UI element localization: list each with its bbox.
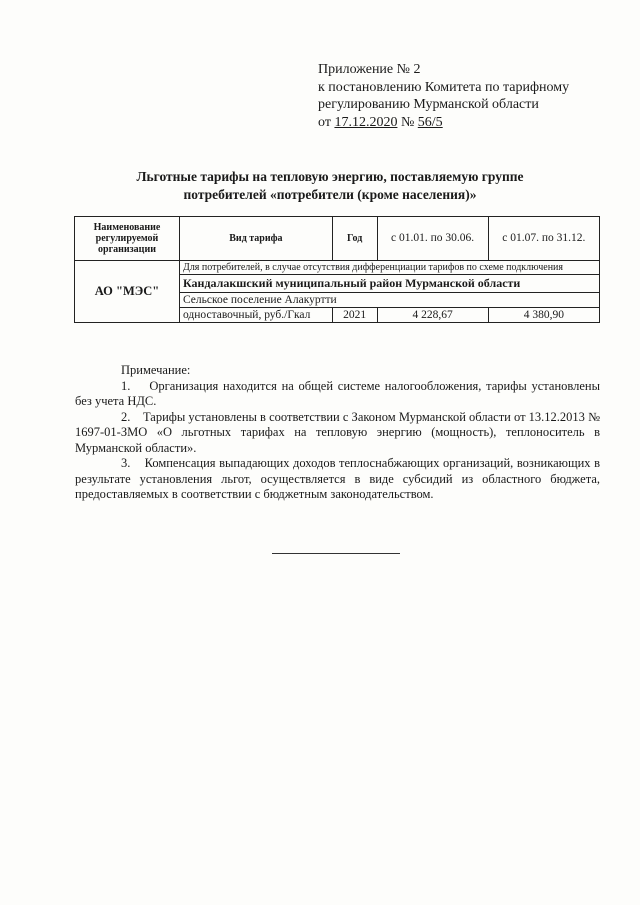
value-period-2-cell: 4 380,90 (488, 308, 599, 323)
settlement-cell: Сельское поселение Алакуртти (180, 293, 600, 308)
appendix-line-2: к постановлению Комитета по тарифному (318, 79, 570, 95)
header-tariff-type: Вид тарифа (180, 217, 333, 261)
notes-heading: Примечание: (121, 363, 191, 377)
document-title (90, 168, 570, 204)
note-item-2: 2. Тарифы установлены в соответствии с Законом Мурманской области от 13.12.2013 № 1697-01-ЗМО «О льготных тарифах на тепловую энергию (мощность), теплоноситель в Мурманской области». (75, 409, 600, 455)
appendix-date-line (318, 114, 569, 132)
year-cell: 2021 (332, 308, 377, 323)
tariffs-table (74, 216, 600, 323)
resolution-date: 17.12.2020 (334, 114, 398, 130)
header-period-2: с 01.07. по 31.12. (488, 217, 599, 261)
appendix-block (318, 61, 569, 131)
header-period-1: с 01.01. по 30.06. (377, 217, 488, 261)
header-year: Год (332, 217, 377, 261)
table-header-row (75, 217, 600, 261)
resolution-number: 56/5 (417, 114, 443, 130)
org-name-cell: АО "МЭС" (75, 261, 180, 323)
value-period-1-cell: 4 228,67 (377, 308, 488, 323)
date-prefix: от (318, 114, 331, 130)
appendix-line-1: Приложение № 2 (318, 62, 421, 77)
notes-block (75, 363, 600, 503)
consumers-note-cell: Для потребителей, в случае отсутствия дифференциации тарифов по схеме подключения (180, 261, 600, 275)
note-item-1: 1. Организация находится на общей системе налогообложения, тарифы установлены без учета НДС. (75, 378, 600, 408)
title-line-2: потребителей «потребители (кроме населения)» (183, 187, 477, 202)
header-org: Наименование регулируемой организации (75, 217, 180, 261)
district-cell: Кандалакшский муниципальный район Мурманской области (180, 275, 600, 293)
table-row (75, 261, 600, 275)
tariff-type-cell: одноставочный, руб./Гкал (180, 308, 333, 323)
title-line-1: Льготные тарифы на тепловую энергию, поставляемую группе (136, 169, 524, 184)
note-item-3: 3. Компенсация выпадающих доходов теплоснабжающих организаций, возникающих в результате установления льгот, осуществляется в виде субсидий из областного бюджета, предоставляемых в соответствии с бюджетным законодательством. (75, 456, 600, 501)
number-sign: № (400, 114, 415, 130)
closing-line (272, 553, 400, 554)
appendix-line-3: регулированию Мурманской области (318, 97, 539, 112)
